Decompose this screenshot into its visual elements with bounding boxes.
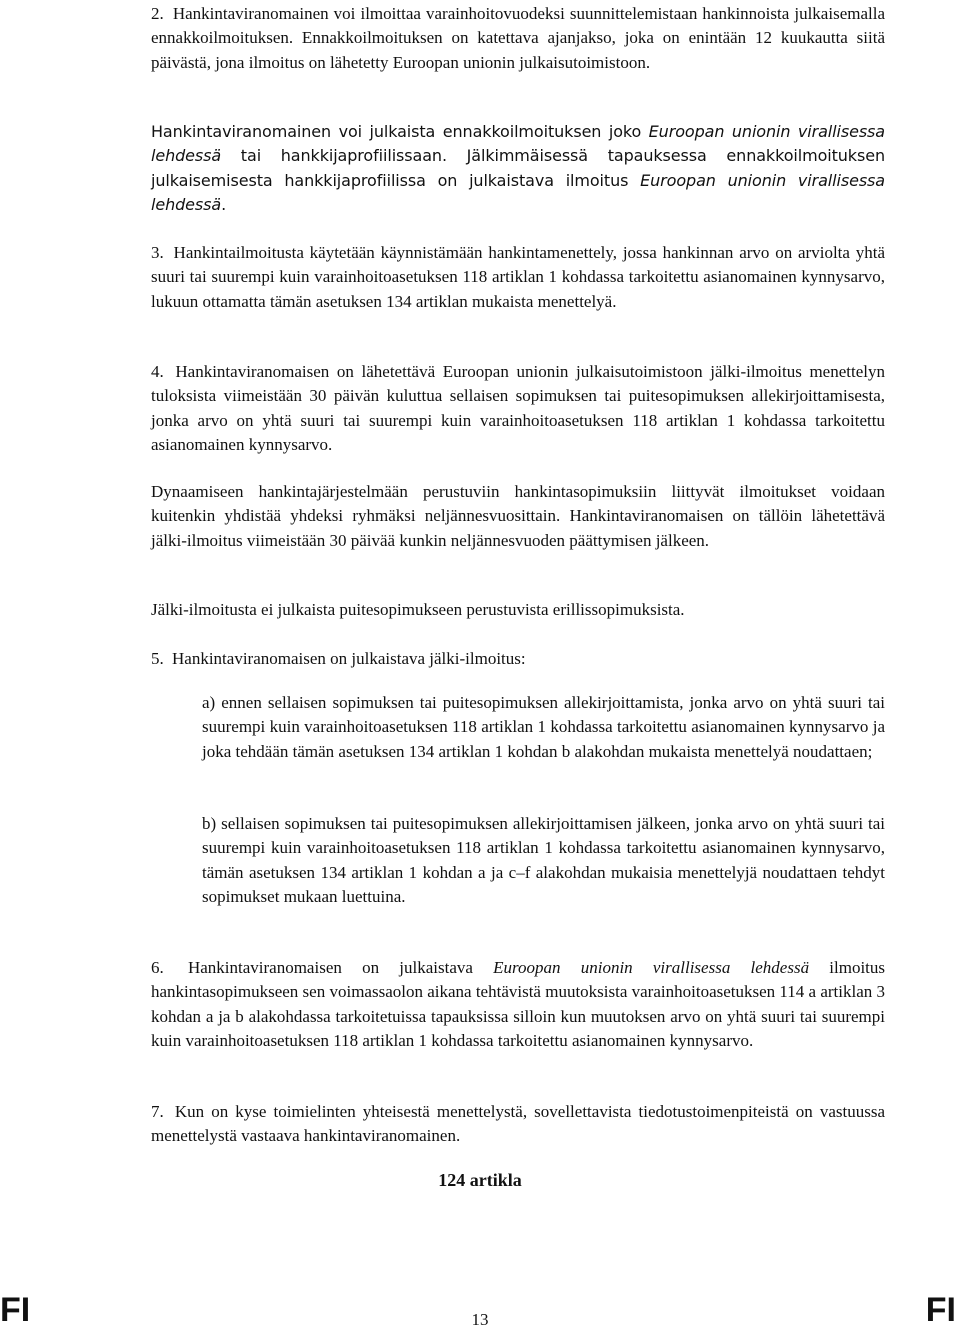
italic-segment: Euroopan unionin virallisessa lehdessä (493, 958, 810, 977)
paragraph-text: Hankintaviranomaisen on lähetettävä Euroopan unionin julkaisutoimistoon jälki-ilmoitus menettelyn tuloksista viimeistään 30 päivän kuluttua sellaisen sopimuksen tai puitesopimuksen allekirjoittamisesta, jonka arvo on yhtä suuri tai suurempi kuin varainhoitoasetuksen 118 artiklan 1 kohdassa tarkoitettu asianomainen kynnysarvo. (151, 362, 885, 455)
sub-item-a (202, 691, 885, 764)
paragraph-5 (151, 647, 885, 671)
paragraph-number: 7. (151, 1102, 164, 1121)
sub-item-text: a) ennen sellaisen sopimuksen tai puitesopimuksen allekirjoittamista, jonka arvo on yhtä suuri tai suurempi kuin varainhoitoasetuksen 118 artiklan 1 kohdassa tarkoitettu asianomainen kynnysarvo ja joka tehdään tämän asetuksen 134 artiklan 1 kohdan b alakohdan mukaista menettelyä noudattaen; (202, 693, 885, 761)
paragraph-number: 3. (151, 243, 164, 262)
page-number: 13 (471, 1310, 489, 1329)
paragraph-2 (151, 2, 885, 75)
text-segment: ilmoitus hankintasopimukseen sen voimassaolon aikana tehtävistä muutoksista varainhoitoasetuksen 114 a artiklan 3 kohdan a ja b alakohdassa tarkoitetuissa tapauksissa silloin kun muutoksen arvo on yhtä suuri tai suurempi kuin varainhoitoasetuksen 118 artiklan 1 kohdassa tarkoitettu asianomainen kynnysarvo. (151, 958, 886, 1051)
footer-language-right: FI (925, 1291, 956, 1329)
text-segment: tai hankkijaprofiilissaan. Jälkimmäisessä tapauksessa ennakkoilmoituksen julkaisemisesta hankkijaprofiilissa on julkaistava ilmoitus (151, 146, 885, 190)
italic-segment: Euroopan unionin virallisessa lehdessä (151, 122, 886, 166)
italic-segment: Euroopan unionin virallisessa lehdessä (151, 170, 885, 215)
paragraph-text: Jälki-ilmoitusta ei julkaista puitesopimukseen perustuvista erillissopimuksista. (151, 600, 685, 619)
paragraph-7 (151, 1100, 885, 1149)
paragraph-4 (151, 360, 885, 458)
paragraph-6 (151, 956, 885, 1054)
paragraph-4-dynamic (151, 480, 885, 553)
paragraph-text: Dynaamiseen hankintajärjestelmään perustuviin hankintasopimuksiin liittyvät ilmoitukset voidaan kuitenkin yhdistää yhdeksi ryhmäksi neljännesvuosittain. Hankintaviranomaisen on tällöin lähetettävä jälki-ilmoitus viimeistään 30 päivää kunkin neljännesvuoden päättymisen jälkeen. (151, 482, 885, 550)
text-segment: Hankintaviranomaisen on julkaistava (187, 958, 494, 977)
sub-item-b (202, 812, 885, 910)
paragraph-number: 2. (151, 4, 164, 23)
article-heading: 124 artikla (438, 1170, 522, 1190)
paragraph-text: Kun on kyse toimielinten yhteisestä menettelystä, sovellettavista tiedotustoimenpiteistä on vastuussa menettelystä vastaava hankintaviranomainen. (151, 1102, 885, 1146)
text-segment: Hankintaviranomainen voi julkaista ennakkoilmoituksen joko (151, 122, 649, 141)
sub-item-text: b) sellaisen sopimuksen tai puitesopimuksen allekirjoittamisen jälkeen, jonka arvo on yhtä suuri tai suurempi kuin varainhoitoasetuksen 118 artiklan 1 kohdassa tarkoitettu asianomainen kynnysarvo, tämän asetuksen 134 artiklan 1 kohdan a ja c–f alakohdan mukaisia menettelyjä noudattaen tehdyt sopimukset mukaan luettuina. (202, 814, 885, 907)
paragraph-text: Hankintaviranomaisen on julkaistava jälki-ilmoitus: (172, 649, 526, 668)
paragraph-2-continued (151, 120, 885, 218)
paragraph-number: 6. (151, 958, 164, 977)
paragraph-3 (151, 241, 885, 314)
paragraph-text: Hankintailmoitusta käytetään käynnistämään hankintamenettely, jossa hankinnan arvo on arviolta yhtä suuri tai suurempi kuin varainhoitoasetuksen 118 artiklan 1 kohdassa tarkoitettu asianomainen kynnysarvo, lukuun ottamatta tämän asetuksen 134 artiklan mukaista menettelyä. (151, 243, 885, 311)
footer-language-left: FI (0, 1291, 31, 1329)
paragraph-number: 5. (151, 649, 164, 668)
paragraph-text: Hankintaviranomainen voi ilmoittaa varainhoitovuodeksi suunnittelemistaan hankinnoista julkaisemalla ennakkoilmoituksen. Ennakkoilmoituksen on katettava ajanjakso, joka on enintään 12 kuukautta siitä päivästä, jona ilmoitus on lähetetty Euroopan unionin julkaisutoimistoon. (151, 4, 885, 72)
paragraph-number: 4. (151, 362, 164, 381)
text-segment: . (221, 195, 227, 215)
paragraph-4-framework (151, 598, 885, 622)
